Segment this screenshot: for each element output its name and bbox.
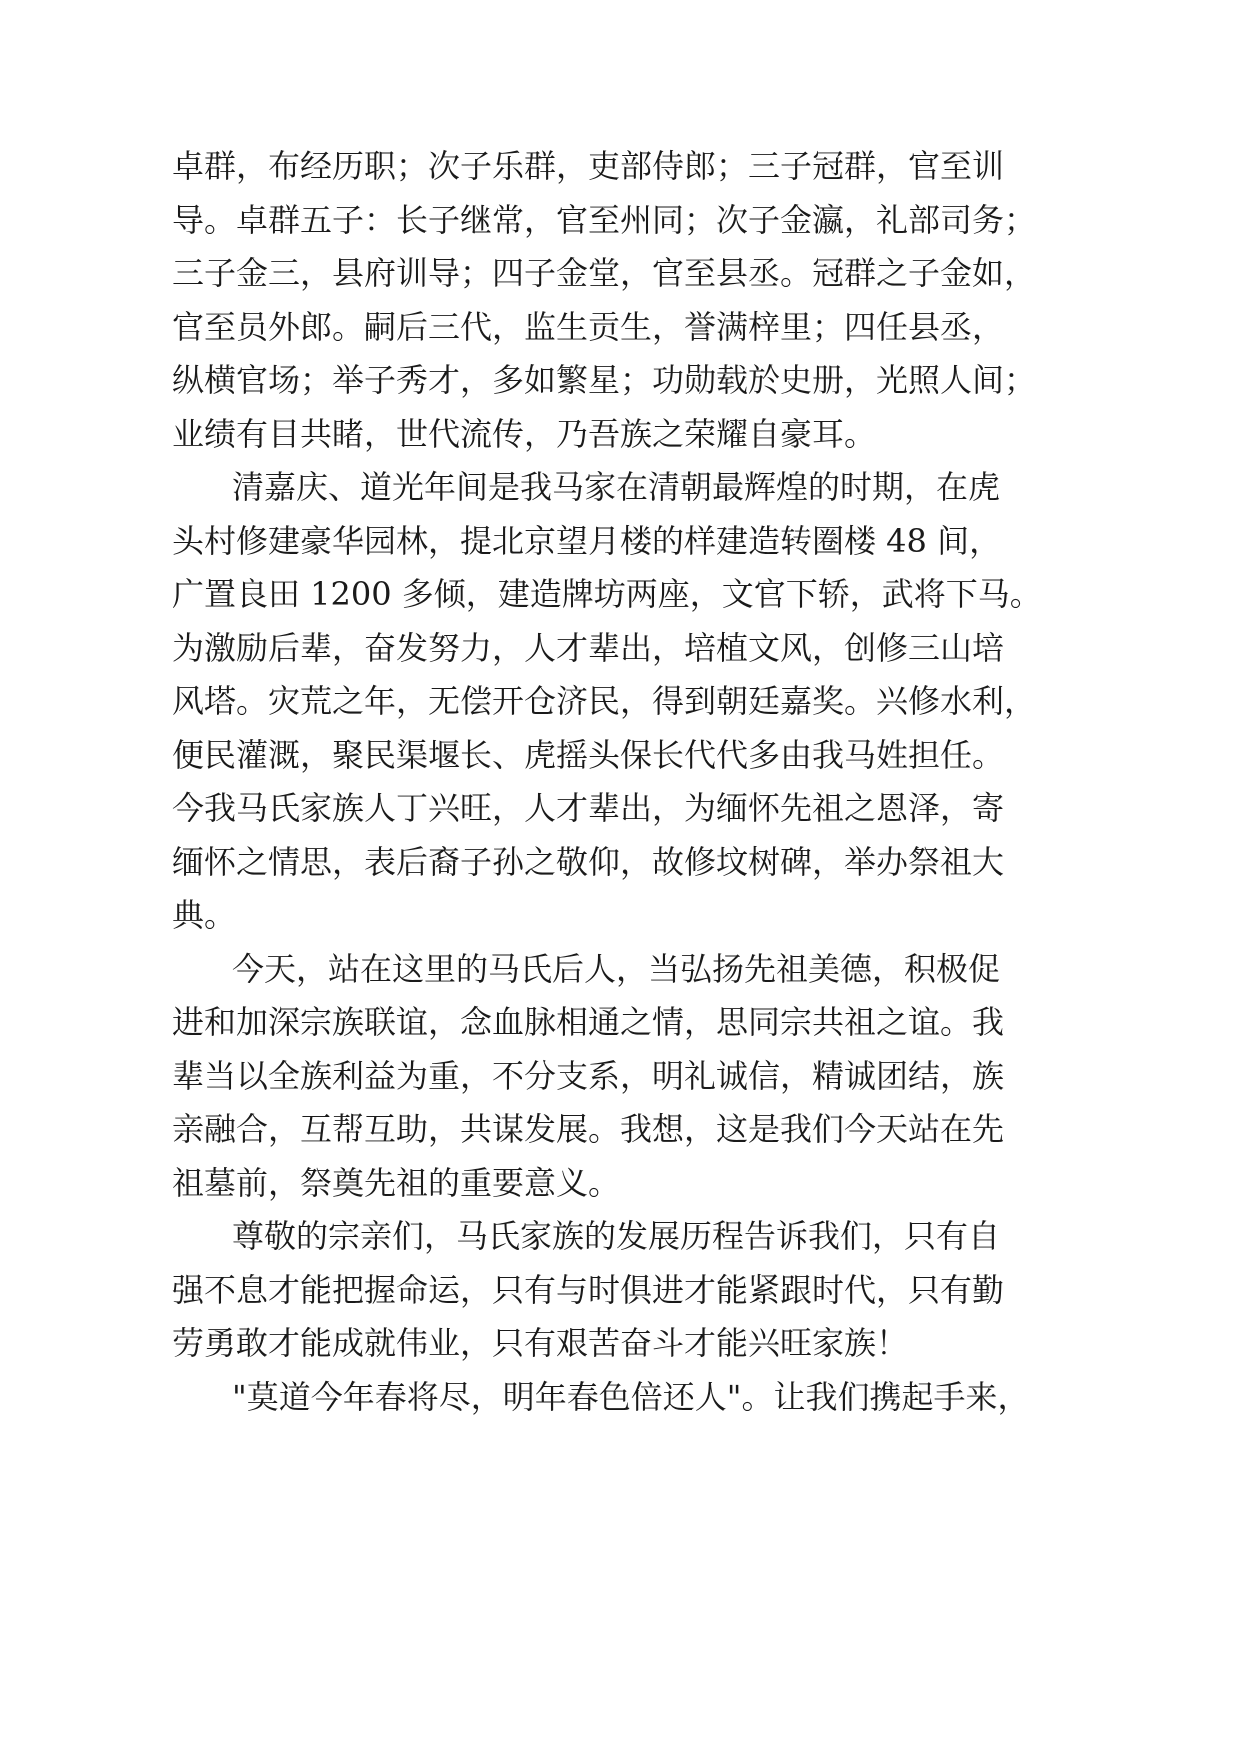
text-line: 便民灌溉，聚民渠堰长、虎摇头保长代代多由我马姓担任。 [172, 735, 1005, 774]
text-line: 进和加深宗族联谊，念血脉相通之情，思同宗共祖之谊。我 [172, 1003, 1005, 1041]
document-body [172, 140, 1042, 1424]
text-line: 强不息才能把握命运，只有与时俱进才能紧跟时代，只有勤 [172, 1270, 1005, 1309]
text-line: 官至员外郎。嗣后三代，监生贡生，誉满梓里；四任县丞， [172, 307, 1005, 346]
text-line: 今天，站在这里的马氏后人，当弘扬先祖美德，积极促 [232, 949, 1001, 988]
text-line: 辈当以全族利益为重，不分支系，明礼诚信，精诚团结，族 [172, 1056, 1005, 1095]
paragraph-family-lessons [172, 1210, 1005, 1371]
paragraph-closing-poem [172, 1371, 1030, 1425]
text-line: 卓群，布经历职；次子乐群，吏部侍郎；三子冠群，官至训 [172, 147, 1005, 185]
text-line: 三子金三，县府训导；四子金堂，官至县丞。冠群之子金如， [172, 254, 1037, 292]
paragraph-ancestry-officials [172, 140, 1037, 461]
text-line: 风塔。灾荒之年，无偿开仓济民，得到朝廷嘉奖。兴修水利， [172, 682, 1037, 720]
text-line: 广置良田 1200 多倾，建造牌坊两座，文官下轿，武将下马。 [172, 575, 1042, 613]
text-line: 典。 [172, 896, 237, 934]
text-line: 亲融合，互帮互助，共谋发展。我想，这是我们今天站在先 [172, 1110, 1005, 1148]
text-line: 为激励后辈，奋发努力，人才辈出，培植文风，创修三山培 [172, 628, 1005, 667]
text-line: 尊敬的宗亲们，马氏家族的发展历程告诉我们，只有自 [232, 1217, 1001, 1255]
text-line: 今我马氏家族人丁兴旺，人才辈出，为缅怀先祖之恩泽，寄 [172, 789, 1005, 827]
text-line: 祖墓前，祭奠先祖的重要意义。 [172, 1163, 621, 1202]
paragraph-today-significance [172, 943, 1005, 1211]
text-line: 缅怀之情思，表后裔子孙之敬仰，故修坟树碑，举办祭祖大 [172, 842, 1005, 881]
text-line: 业绩有目共睹，世代流传，乃吾族之荣耀自豪耳。 [172, 414, 877, 453]
text-line: "莫道今年春将尽，明年春色倍还人"。让我们携起手来， [232, 1377, 1030, 1416]
text-line: 头村修建豪华园林，提北京望月楼的样建造转圈楼 48 间， [172, 521, 1002, 560]
text-line: 劳勇敢才能成就伟业，只有艰苦奋斗才能兴旺家族！ [172, 1324, 909, 1362]
text-line: 纵横官场；举子秀才，多如繁星；功勋载於史册，光照人间； [172, 361, 1037, 399]
paragraph-qing-dynasty-history [172, 461, 1042, 943]
text-line: 清嘉庆、道光年间是我马家在清朝最辉煌的时期，在虎 [232, 468, 1001, 506]
text-line: 导。卓群五子：长子继常，官至州同；次子金瀛，礼部司务； [172, 200, 1037, 239]
